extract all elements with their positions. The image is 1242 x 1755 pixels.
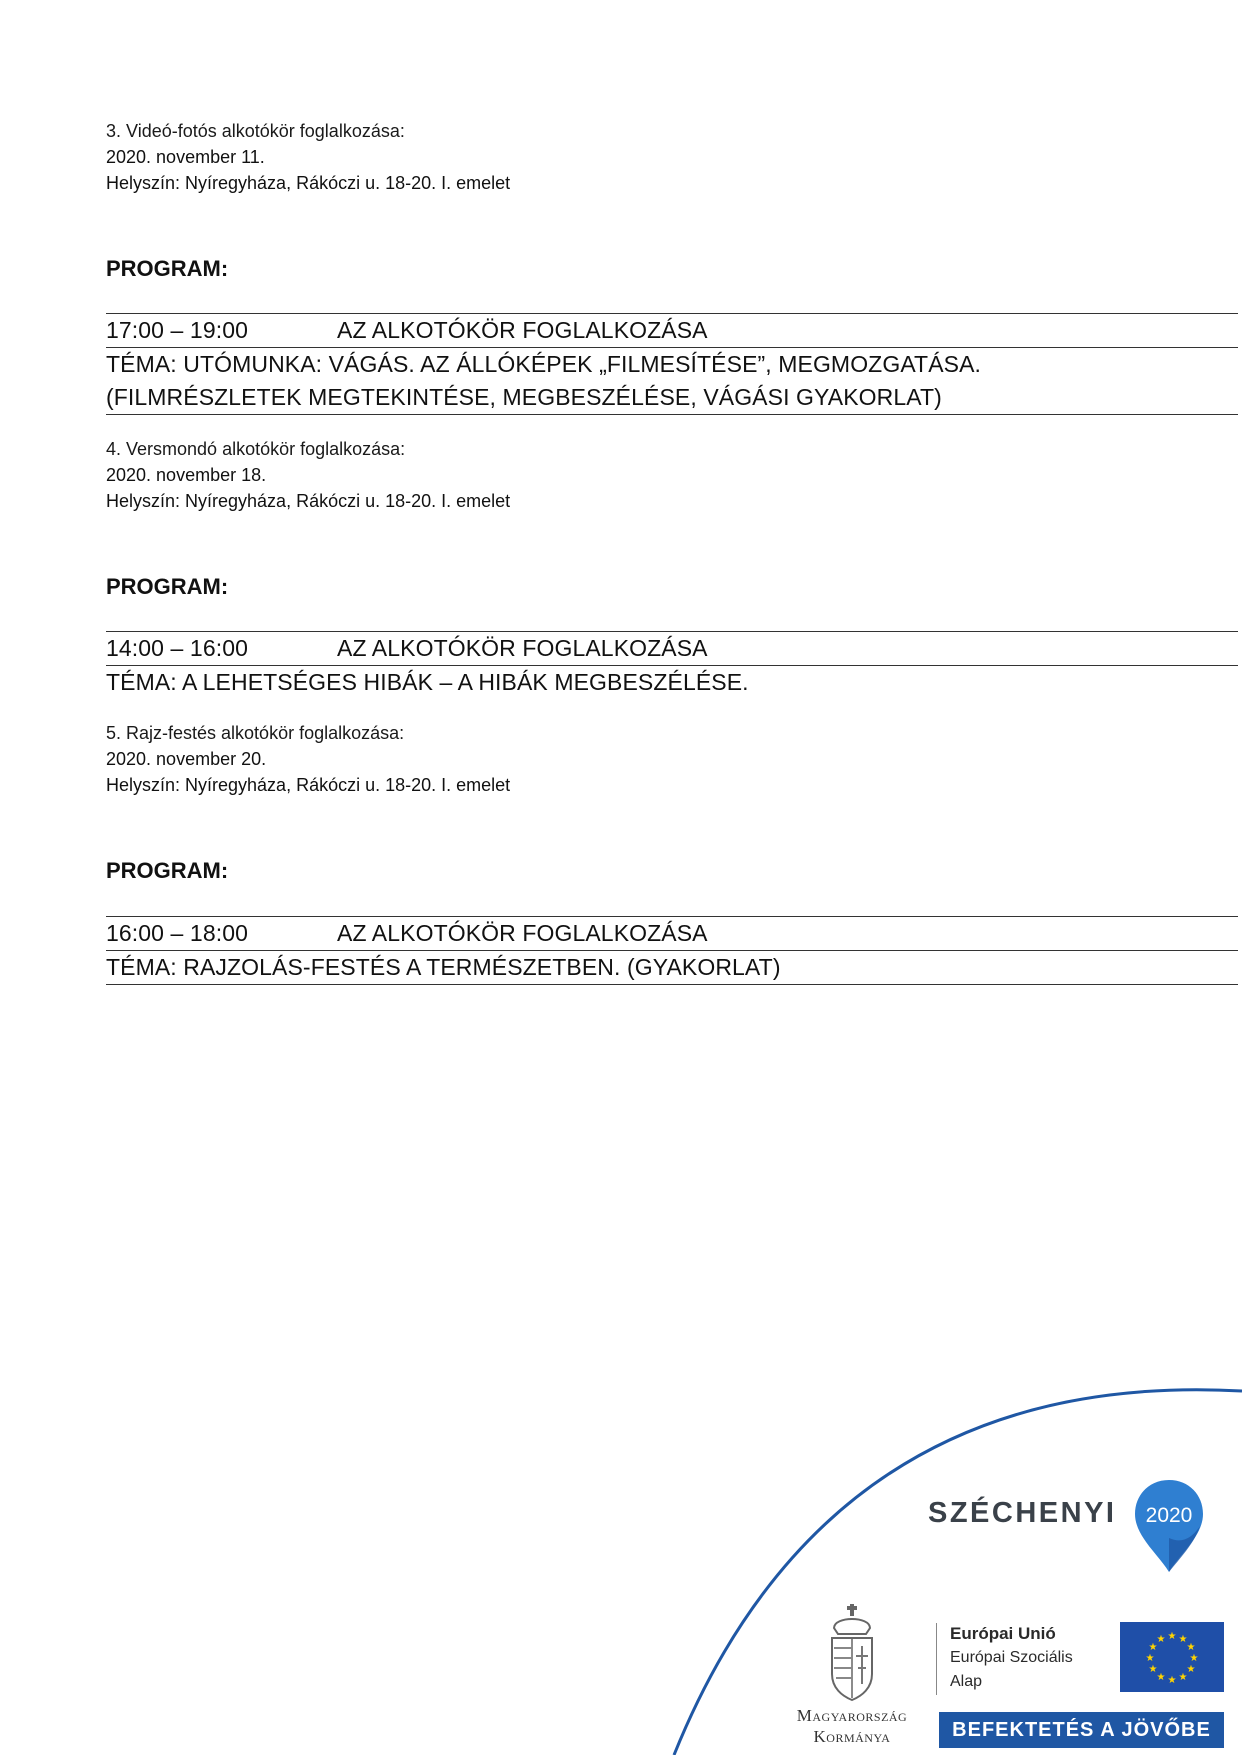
schedule-row bbox=[106, 314, 1238, 348]
section-location: Helyszín: Nyíregyháza, Rákóczi u. 18-20. I. emelet bbox=[106, 775, 511, 795]
szechenyi-2020-pin-logo bbox=[1132, 1478, 1206, 1574]
footer-divider bbox=[936, 1623, 937, 1695]
schedule-text: (FILMRÉSZLETEK MEGTEKINTÉSE, MEGBESZÉLÉSE, VÁGÁSI GYAKORLAT) bbox=[106, 384, 942, 410]
section-location: Helyszín: Nyíregyháza, Rákóczi u. 18-20. I. emelet bbox=[106, 491, 511, 511]
schedule-time: 14:00 – 16:00 bbox=[106, 635, 248, 661]
schedule-row bbox=[106, 917, 1238, 951]
eu-line-2: Európai Szociális bbox=[950, 1649, 1073, 1666]
schedule-time: 17:00 – 19:00 bbox=[106, 317, 248, 343]
section-date: 2020. november 11. bbox=[106, 147, 265, 167]
schedule-row bbox=[106, 348, 1238, 381]
svg-text:★: ★ bbox=[1148, 1642, 1158, 1653]
schedule-text: AZ ALKOTÓKÖR FOGLALKOZÁSA bbox=[337, 635, 708, 661]
svg-text:★: ★ bbox=[1178, 1634, 1188, 1645]
schedule-text: TÉMA: RAJZOLÁS-FESTÉS A TERMÉSZETBEN. (GYAKORLAT) bbox=[106, 954, 781, 980]
szechenyi-wordmark: SZÉCHENYI bbox=[928, 1497, 1117, 1529]
section-title: 5. Rajz-festés alkotókör foglalkozása: bbox=[106, 723, 405, 743]
svg-text:★: ★ bbox=[1167, 1631, 1177, 1642]
svg-text:★: ★ bbox=[1156, 1634, 1166, 1645]
schedule-text: TÉMA: A LEHETSÉGES HIBÁK – A HIBÁK MEGBESZÉLÉSE. bbox=[106, 669, 749, 695]
svg-text:★: ★ bbox=[1178, 1672, 1188, 1683]
program-label: PROGRAM: bbox=[106, 256, 229, 281]
section-date: 2020. november 20. bbox=[106, 749, 267, 769]
schedule-row bbox=[106, 951, 1238, 985]
government-logo-text bbox=[772, 1705, 932, 1747]
schedule-time: 16:00 – 18:00 bbox=[106, 920, 248, 946]
section-location: Helyszín: Nyíregyháza, Rákóczi u. 18-20. I. emelet bbox=[106, 173, 511, 193]
svg-text:★: ★ bbox=[1145, 1653, 1155, 1664]
program-label: PROGRAM: bbox=[106, 858, 229, 883]
gov-line-2: Kormánya bbox=[813, 1727, 891, 1746]
schedule-text: TÉMA: UTÓMUNKA: VÁGÁS. AZ ÁLLÓKÉPEK „FILMESÍTÉSE”, MEGMOZGATÁSA. bbox=[106, 351, 982, 377]
schedule-text: AZ ALKOTÓKÖR FOGLALKOZÁSA bbox=[337, 317, 708, 343]
svg-text:★: ★ bbox=[1189, 1653, 1199, 1664]
svg-text:★: ★ bbox=[1186, 1664, 1196, 1675]
eu-fund-text bbox=[950, 1622, 1073, 1694]
program-label: PROGRAM: bbox=[106, 574, 229, 599]
schedule-text: AZ ALKOTÓKÖR FOGLALKOZÁSA bbox=[337, 920, 708, 946]
eu-flag-icon bbox=[1120, 1622, 1224, 1692]
section-date: 2020. november 18. bbox=[106, 465, 267, 485]
section-title: 4. Versmondó alkotókör foglalkozása: bbox=[106, 439, 406, 459]
svg-text:★: ★ bbox=[1148, 1664, 1158, 1675]
section-4 bbox=[106, 436, 1238, 695]
invest-future-banner: BEFEKTETÉS A JÖVŐBE bbox=[939, 1712, 1224, 1748]
schedule-row bbox=[106, 632, 1238, 666]
section-3 bbox=[106, 118, 1238, 410]
schedule-table bbox=[106, 313, 1238, 415]
szechenyi-year: 2020 bbox=[1145, 1504, 1193, 1527]
svg-text:★: ★ bbox=[1156, 1672, 1166, 1683]
gov-line-1: Magyarország bbox=[796, 1706, 908, 1725]
schedule-table bbox=[106, 631, 1238, 699]
svg-text:★: ★ bbox=[1186, 1642, 1196, 1653]
eu-line-3: Alap bbox=[950, 1673, 983, 1690]
svg-text:★: ★ bbox=[1167, 1675, 1177, 1686]
hungarian-coat-of-arms-icon bbox=[826, 1604, 878, 1702]
schedule-row bbox=[106, 381, 1238, 415]
schedule-row bbox=[106, 666, 1238, 699]
schedule-table bbox=[106, 916, 1238, 985]
eu-line-1: Európai Unió bbox=[950, 1624, 1056, 1643]
section-title: 3. Videó-fotós alkotókör foglalkozása: bbox=[106, 121, 405, 141]
section-5 bbox=[106, 720, 1238, 980]
